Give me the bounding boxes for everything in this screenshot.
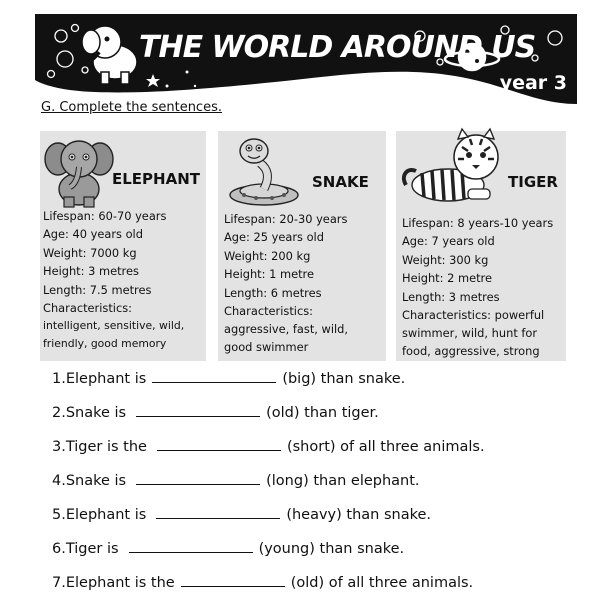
- fact-weight: Weight: 7000 kg: [43, 245, 137, 260]
- sentence-end: (long) than elephant.: [266, 473, 420, 489]
- sentence-number: 2.: [52, 405, 66, 421]
- sentence-number: 6.: [52, 541, 66, 557]
- fact-height: Height: 2 metre: [402, 271, 492, 286]
- sentence-7: [52, 574, 473, 591]
- answer-blank[interactable]: [181, 574, 285, 587]
- fact-length: Length: 3 metres: [402, 289, 500, 304]
- sentence-start: Elephant is: [65, 507, 147, 523]
- sentence-2: [52, 404, 379, 421]
- sentence-number: 7.: [52, 575, 66, 591]
- sentence-number: 1.: [52, 371, 66, 387]
- fact-weight: Weight: 200 kg: [224, 248, 311, 263]
- elephant-card: [40, 131, 206, 361]
- fact-characteristics: aggressive, fast, wild, good swimmer: [224, 322, 349, 355]
- tiger-illustration: [398, 123, 510, 209]
- sentence-start: Tiger is the: [65, 439, 147, 455]
- fact-length: Length: 7.5 metres: [43, 282, 152, 297]
- sentence-3: [52, 438, 485, 455]
- year-level: year 3: [499, 72, 567, 94]
- answer-blank[interactable]: [156, 506, 280, 519]
- fact-age: Age: 25 years old: [224, 230, 324, 245]
- sentence-5: [52, 506, 431, 523]
- answer-blank[interactable]: [129, 540, 253, 553]
- sentence-end: (old) than tiger.: [266, 405, 379, 421]
- sentence-number: 3.: [52, 439, 66, 455]
- sentence-end: (heavy) than snake.: [286, 507, 431, 523]
- sentence-start: Elephant is: [65, 371, 147, 387]
- fact-height: Height: 3 metres: [43, 264, 139, 279]
- snake-illustration: [224, 133, 304, 211]
- instruction-heading: G. Complete the sentences.: [41, 100, 222, 115]
- sentence-start: Elephant is the: [65, 575, 175, 591]
- fact-age: Age: 40 years old: [43, 227, 143, 242]
- sentence-end: (big) than snake.: [282, 371, 406, 387]
- fact-characteristics-label: Characteristics:: [43, 301, 133, 316]
- answer-blank[interactable]: [157, 438, 281, 451]
- answer-blank[interactable]: [136, 472, 260, 485]
- fact-characteristics-label: Characteristics:: [224, 304, 314, 319]
- sentence-number: 5.: [52, 507, 66, 523]
- fact-age: Age: 7 years old: [402, 234, 495, 249]
- sentence-end: (short) of all three animals.: [286, 439, 485, 455]
- header-banner: [35, 14, 577, 104]
- sentence-start: Snake is: [65, 473, 127, 489]
- sentence-6: [52, 540, 404, 557]
- elephant-illustration: [44, 133, 114, 209]
- sentence-start: Tiger is: [65, 541, 119, 557]
- fact-characteristics: intelligent, sensitive, wild, friendly, good memory: [43, 319, 185, 351]
- animal-facts: [43, 207, 204, 353]
- fact-lifespan: Lifespan: 20-30 years: [224, 212, 348, 226]
- sentence-start: Snake is: [65, 405, 127, 421]
- fact-height: Height: 1 metre: [224, 267, 314, 282]
- fact-lifespan: Lifespan: 60-70 years: [43, 209, 167, 223]
- animal-facts: [224, 210, 384, 356]
- fact-lifespan: Lifespan: 8 years-10 years: [402, 216, 554, 230]
- sentence-end: (old) of all three animals.: [290, 575, 474, 591]
- fact-length: Length: 6 metres: [224, 285, 322, 300]
- sentence-4: [52, 472, 420, 489]
- animal-facts: [402, 214, 564, 360]
- animal-name: SNAKE: [312, 173, 369, 191]
- fact-characteristics: Characteristics: powerful swimmer, wild, hunt for food, aggressive, strong: [402, 308, 545, 359]
- animal-name: ELEPHANT: [112, 170, 200, 188]
- answer-blank[interactable]: [152, 370, 276, 383]
- page-title: THE WORLD AROUND US: [139, 30, 536, 65]
- answer-blank[interactable]: [136, 404, 260, 417]
- sentence-number: 4.: [52, 473, 66, 489]
- snake-card: [218, 131, 386, 361]
- sentence-end: (young) than snake.: [258, 541, 405, 557]
- sentence-1: [52, 370, 405, 387]
- animal-name: TIGER: [508, 173, 558, 191]
- fact-weight: Weight: 300 kg: [402, 252, 489, 267]
- tiger-card: [396, 131, 566, 361]
